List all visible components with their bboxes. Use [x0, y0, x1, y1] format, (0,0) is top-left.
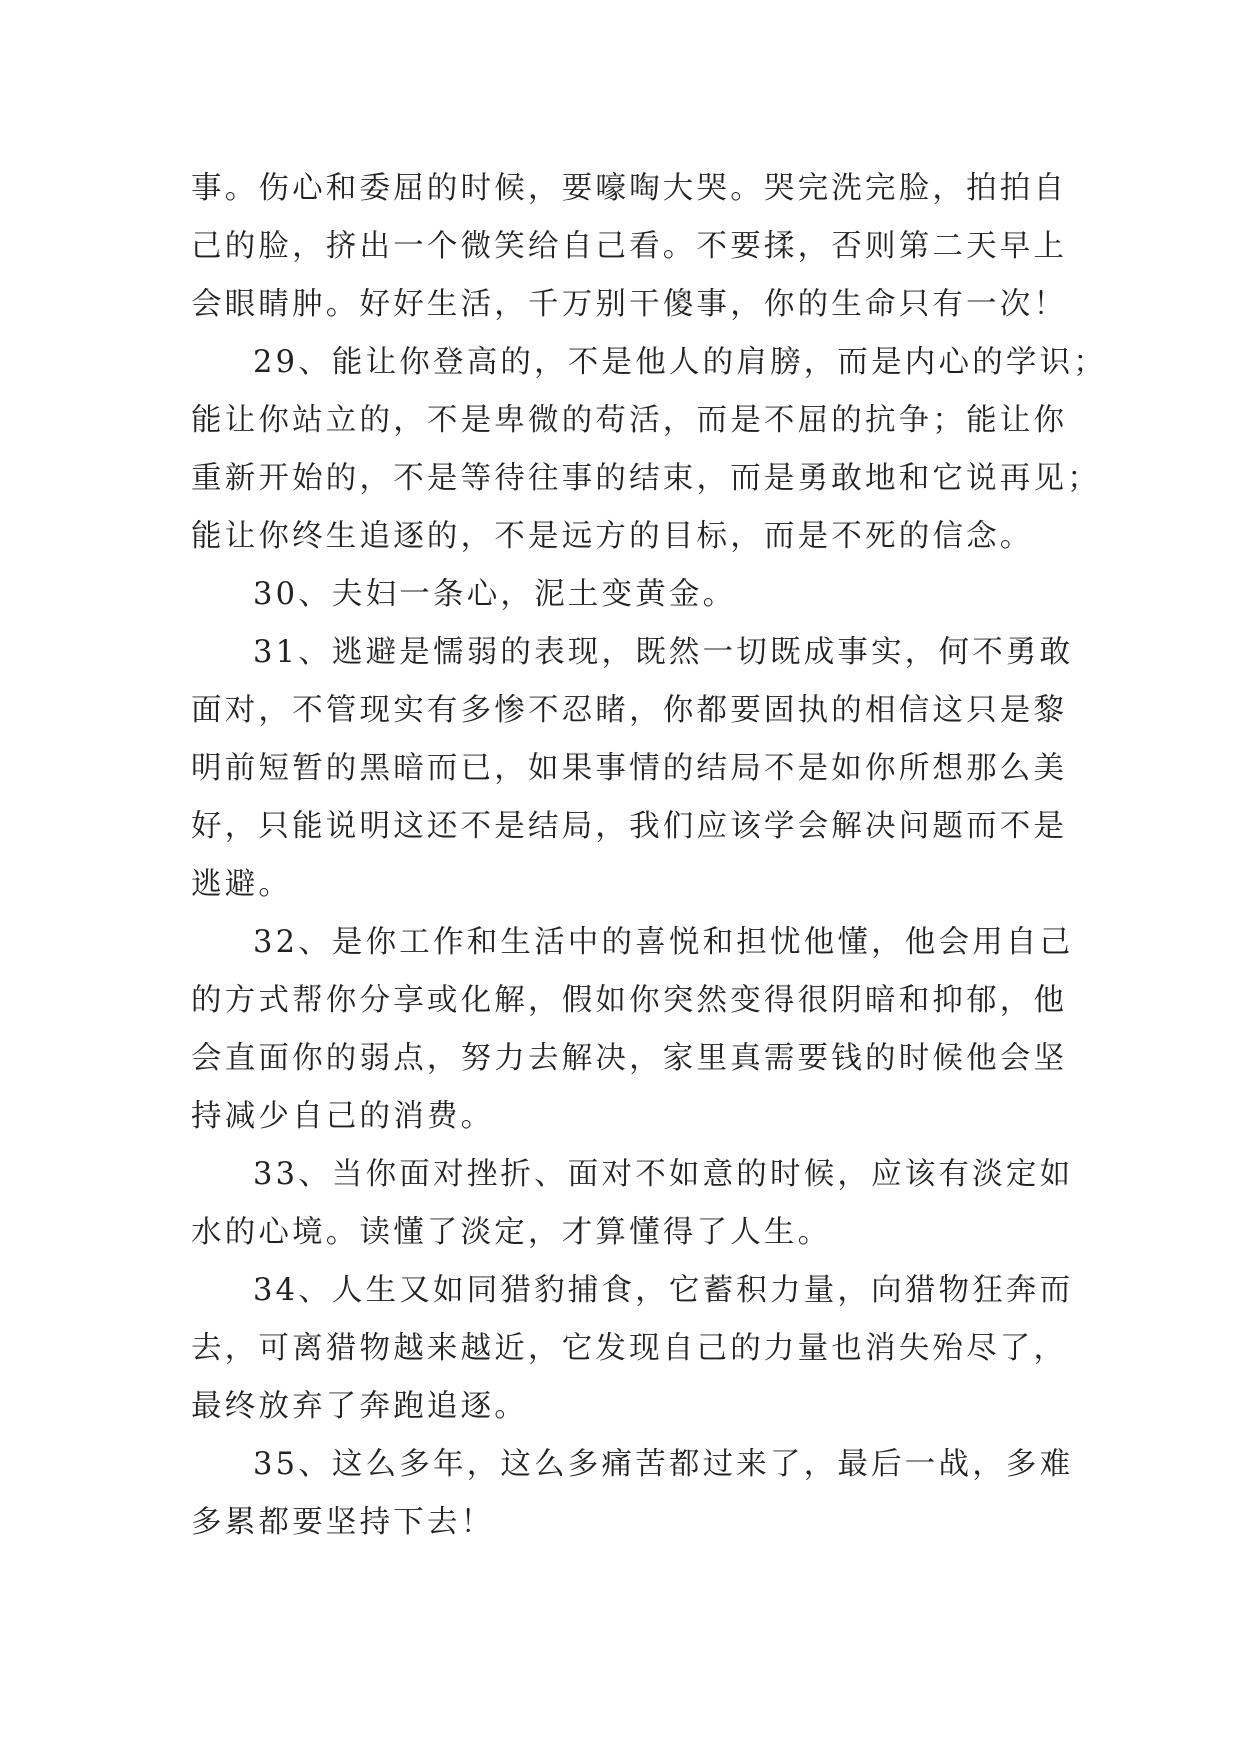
text-line: 明前短暂的黑暗而已，如果事情的结局不是如你所想那么美	[191, 751, 1068, 786]
paragraph-30	[191, 566, 1055, 624]
paragraph-28-continuation	[191, 160, 1068, 334]
text-line: 31、逃避是懦弱的表现，既然一切既成事实，何不勇敢	[253, 635, 1074, 670]
text-line: 己的脸，挤出一个微笑给自己看。不要揉，否则第二天早上	[191, 229, 1068, 264]
text-line: 最终放弃了奔跑追逐。	[191, 1389, 528, 1424]
text-line: 会直面你的弱点，努力去解决，家里真需要钱的时候他会坚	[191, 1041, 1068, 1076]
text-line: 的方式帮你分享或化解，假如你突然变得很阴暗和抑郁，他	[191, 983, 1068, 1018]
paragraph-33	[191, 1146, 1074, 1262]
text-line: 好，只能说明这还不是结局，我们应该学会解决问题而不是	[191, 809, 1068, 844]
text-line: 多累都要坚持下去！	[191, 1505, 495, 1540]
paragraph-31	[191, 624, 1074, 914]
paragraph-35	[191, 1436, 1074, 1552]
text-line: 能让你站立的，不是卑微的苟活，而是不屈的抗争；能让你	[191, 403, 1068, 438]
text-line: 去，可离猎物越来越近，它发现自己的力量也消失殆尽了，	[191, 1331, 1068, 1366]
text-line: 33、当你面对挫折、面对不如意的时候，应该有淡定如	[253, 1157, 1074, 1192]
text-line: 事。伤心和委屈的时候，要嚎啕大哭。哭完洗完脸，拍拍自	[191, 171, 1068, 206]
text-line: 34、人生又如同猎豹捕食，它蓄积力量，向猎物狂奔而	[253, 1273, 1074, 1308]
text-line: 32、是你工作和生活中的喜悦和担忧他懂，他会用自己	[253, 925, 1074, 960]
text-line: 29、能让你登高的，不是他人的肩膀，而是内心的学识；	[253, 345, 1108, 380]
text-line: 面对，不管现实有多惨不忍睹，你都要固执的相信这只是黎	[191, 693, 1068, 728]
text-line: 重新开始的，不是等待往事的结束，而是勇敢地和它说再见；	[191, 461, 1101, 496]
text-line: 30、夫妇一条心，泥土变黄金。	[253, 577, 737, 612]
text-line: 会眼睛肿。好好生活，千万别干傻事，你的生命只有一次！	[191, 287, 1068, 322]
text-line: 水的心境。读懂了淡定，才算懂得了人生。	[191, 1215, 832, 1250]
text-line: 能让你终生追逐的，不是远方的目标，而是不死的信念。	[191, 519, 1034, 554]
text-line: 逃避。	[191, 867, 293, 902]
paragraph-34	[191, 1262, 1074, 1436]
text-line: 持减少自己的消费。	[191, 1099, 495, 1134]
paragraph-29	[191, 334, 1108, 566]
document-page	[191, 160, 1108, 1552]
paragraph-32	[191, 914, 1074, 1146]
text-line: 35、这么多年，这么多痛苦都过来了，最后一战，多难	[253, 1447, 1074, 1482]
